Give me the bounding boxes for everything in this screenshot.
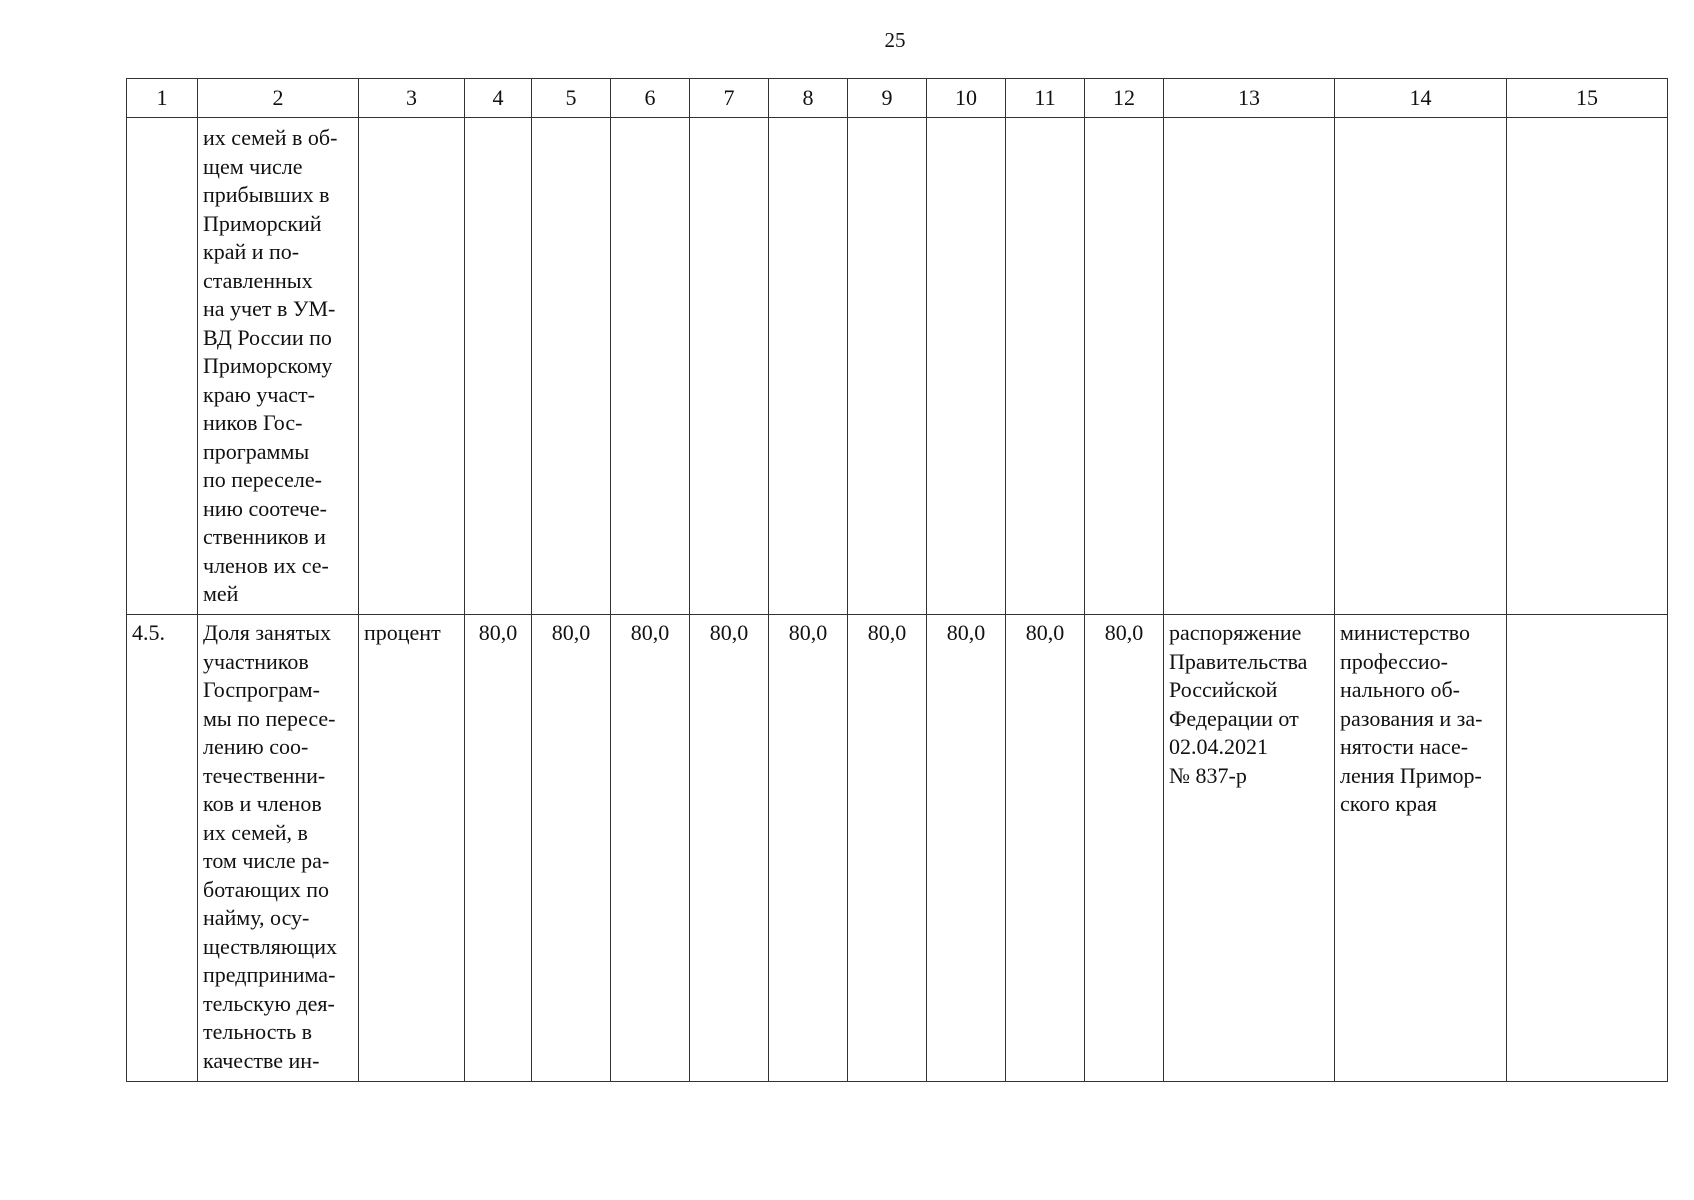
- column-header: 10: [927, 79, 1006, 118]
- indicators-table: [126, 78, 1668, 1082]
- value-cell: 80,0: [848, 615, 927, 1082]
- table-row-4-5: [127, 615, 1668, 1082]
- column-header: 4: [465, 79, 532, 118]
- empty-cell: [359, 118, 465, 615]
- empty-cell: [532, 118, 611, 615]
- column-header: 13: [1164, 79, 1335, 118]
- value-cell: 80,0: [769, 615, 848, 1082]
- column-header: 15: [1507, 79, 1668, 118]
- column-header: 5: [532, 79, 611, 118]
- empty-cell: [927, 118, 1006, 615]
- empty-cell: [1335, 118, 1507, 615]
- indicator-cell: Доля занятых участников Госпрограм- мы по пересе- лению соо- течественни- ков и членов их семей, в том числе ра- ботающих по найму, осу- ществляющих предпринима- тельскую дея- тельность в качестве ин-: [198, 615, 359, 1082]
- empty-cell: [1006, 118, 1085, 615]
- column-header: 7: [690, 79, 769, 118]
- row-number-cell: 4.5.: [127, 615, 198, 1082]
- header-row: [127, 79, 1668, 118]
- value-cell: 80,0: [1006, 615, 1085, 1082]
- empty-cell: [1085, 118, 1164, 615]
- responsible-cell: министерство профессио- нального об- разования и за- нятости насе- ления Примор- ского края: [1335, 615, 1507, 1082]
- value-cell: 80,0: [1085, 615, 1164, 1082]
- column-header: 11: [1006, 79, 1085, 118]
- column-header: 2: [198, 79, 359, 118]
- empty-cell: [690, 118, 769, 615]
- value-cell: 80,0: [927, 615, 1006, 1082]
- column-header: 3: [359, 79, 465, 118]
- empty-cell: [1164, 118, 1335, 615]
- column-header: 14: [1335, 79, 1507, 118]
- empty-cell: [769, 118, 848, 615]
- column-header: 1: [127, 79, 198, 118]
- page-number: 25: [884, 28, 906, 52]
- empty-cell: [848, 118, 927, 615]
- source-document-cell: распоряжение Правительства Российской Федерации от 02.04.2021 № 837-р: [1164, 615, 1335, 1082]
- table-row-continued: [127, 118, 1668, 615]
- column-header: 12: [1085, 79, 1164, 118]
- value-cell: 80,0: [465, 615, 532, 1082]
- value-cell: 80,0: [532, 615, 611, 1082]
- column-header: 6: [611, 79, 690, 118]
- value-cell: 80,0: [690, 615, 769, 1082]
- note-cell: [1507, 615, 1668, 1082]
- empty-cell: [1507, 118, 1668, 615]
- empty-cell: [611, 118, 690, 615]
- column-header: 9: [848, 79, 927, 118]
- unit-cell: процент: [359, 615, 465, 1082]
- column-header: 8: [769, 79, 848, 118]
- empty-cell: [127, 118, 198, 615]
- value-cell: 80,0: [611, 615, 690, 1082]
- empty-cell: [465, 118, 532, 615]
- indicator-cell: их семей в об- щем числе прибывших в Приморский край и по- ставленных на учет в УМ- ВД России по Приморскому краю участ- ников Гос- программы по переселе- нию соотече- ственников и членов их се- мей: [198, 118, 359, 615]
